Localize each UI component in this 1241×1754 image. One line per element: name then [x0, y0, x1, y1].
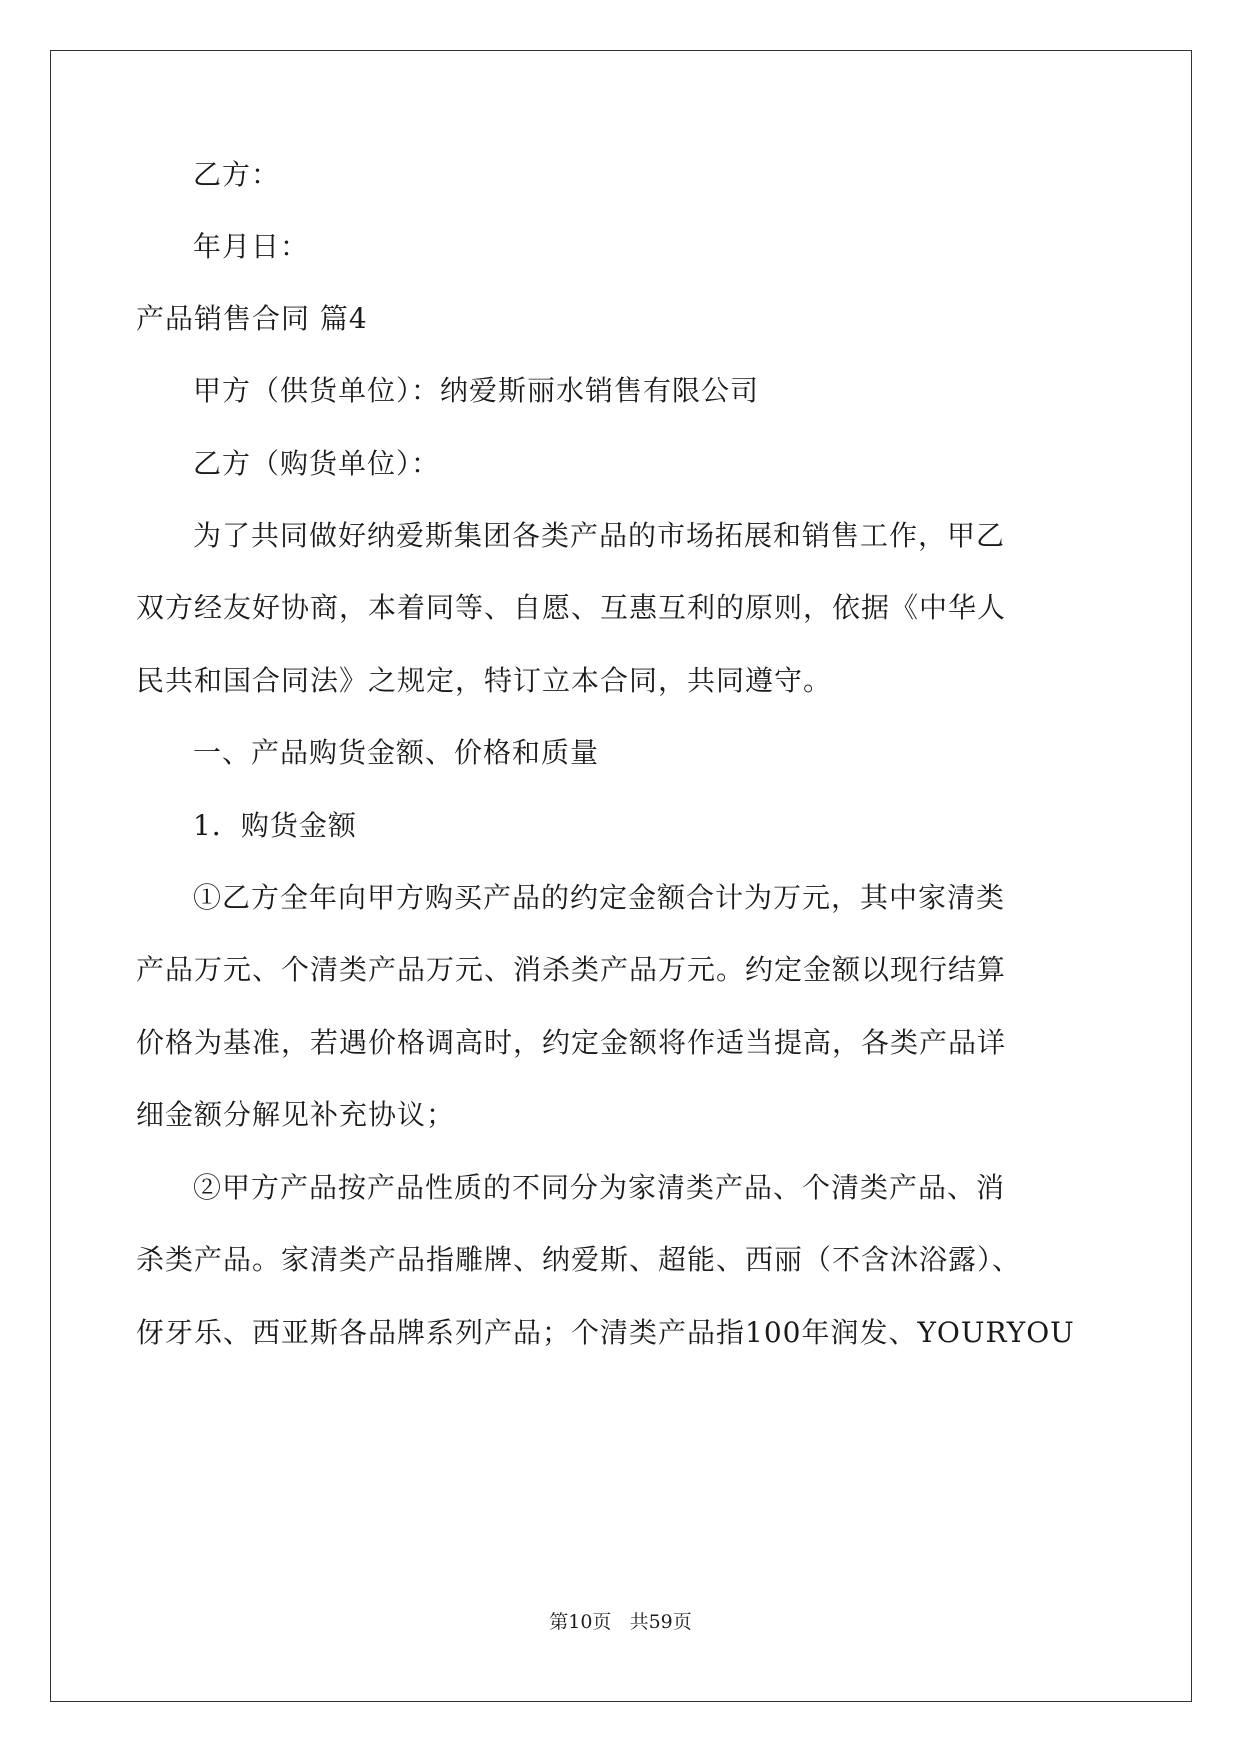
total-suffix: 页	[672, 1611, 692, 1633]
text-line: ①乙方全年向甲方购买产品的约定金额合计为万元，其中家清类	[193, 881, 1006, 914]
page-suffix: 页	[592, 1611, 612, 1633]
text-line: 乙方：	[193, 158, 281, 191]
page-footer	[0, 1610, 1241, 1634]
text-line: 为了共同做好纳爱斯集团各类产品的市场拓展和销售工作，甲乙	[193, 519, 1006, 552]
text-line: 乙方（购货单位）：	[193, 447, 441, 480]
total-pages: 59	[648, 1611, 673, 1633]
text-line: 一、产品购货金额、价格和质量	[193, 736, 600, 769]
text-line: 伢牙乐、西亚斯各品牌系列产品；个清类产品指100年润发、YOURYOU	[136, 1316, 1075, 1349]
page-prefix: 第	[549, 1611, 569, 1633]
text-line: 年月日：	[193, 230, 310, 263]
text-line: 价格为基准，若遇价格调高时，约定金额将作适当提高，各类产品详	[136, 1026, 1007, 1059]
text-line: 1．购货金额	[193, 809, 357, 842]
total-prefix: 共	[629, 1611, 649, 1633]
text-line: 细金额分解见补充协议；	[136, 1098, 456, 1131]
text-line: 产品万元、个清类产品万元、消杀类产品万元。约定金额以现行结算	[136, 953, 1007, 986]
text-line: 双方经友好协商，本着同等、自愿、互惠互利的原则，依据《中华人	[136, 591, 1007, 624]
text-line: 甲方（供货单位）：纳爱斯丽水销售有限公司	[193, 374, 760, 407]
text-line: 民共和国合同法》之规定，特订立本合同，共同遵守。	[136, 664, 833, 697]
text-line: 杀类产品。家清类产品指雕牌、纳爱斯、超能、西丽（不含沐浴露）、	[136, 1243, 1022, 1276]
section-heading: 产品销售合同 篇4	[136, 302, 368, 335]
page-number: 10	[568, 1611, 593, 1633]
text-line: ②甲方产品按产品性质的不同分为家清类产品、个清类产品、消	[193, 1171, 1006, 1204]
page-border	[50, 50, 1192, 1702]
